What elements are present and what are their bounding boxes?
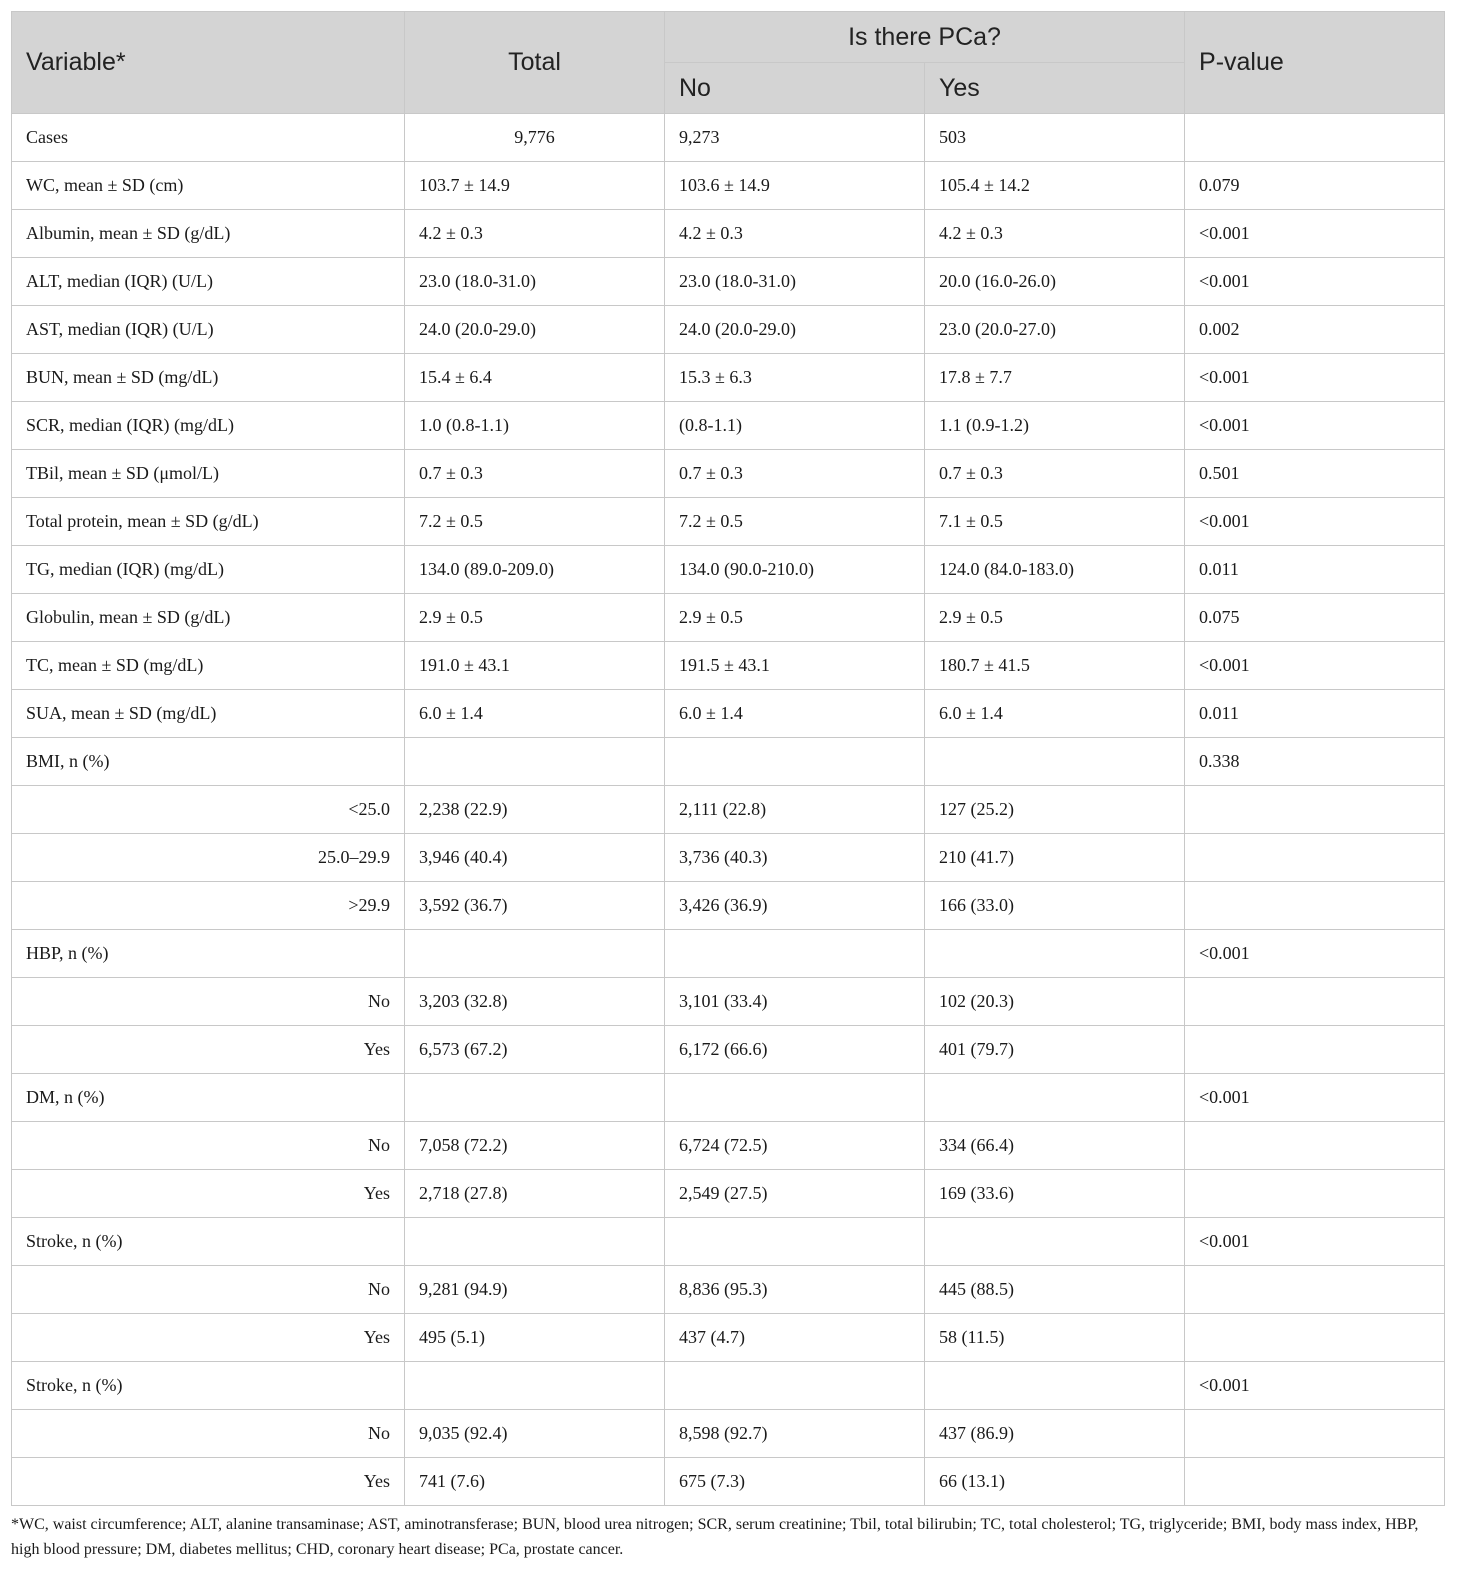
table-row <box>12 594 1445 642</box>
cell-pvalue <box>1185 1266 1445 1314</box>
cell-total: 495 (5.1) <box>405 1314 665 1362</box>
cell-pvalue <box>1185 882 1445 930</box>
cell-pca-yes <box>925 738 1185 786</box>
cell-pvalue: <0.001 <box>1185 1218 1445 1266</box>
table-footnote: *WC, waist circumference; ALT, alanine transaminase; AST, aminotransferase; BUN, blood urea nitrogen; SCR, serum creatinine; Tbil, total bilirubin; TC, total cholesterol; TG, triglyceride; BMI, body mass index, HBP, high blood pressure; DM, diabetes mellitus; CHD, coronary heart disease; PCa, prostate cancer. <box>11 1516 1419 1558</box>
cell-variable: BMI, n (%) <box>12 738 405 786</box>
cell-pvalue <box>1185 978 1445 1026</box>
cell-variable: <25.0 <box>12 786 405 834</box>
cell-pvalue: 0.501 <box>1185 450 1445 498</box>
cell-pvalue <box>1185 1458 1445 1506</box>
table-row <box>12 1410 1445 1458</box>
cell-total: 2.9 ± 0.5 <box>405 594 665 642</box>
cell-total: 103.7 ± 14.9 <box>405 162 665 210</box>
cell-variable: BUN, mean ± SD (mg/dL) <box>12 354 405 402</box>
table-row <box>12 1458 1445 1506</box>
table-row <box>12 642 1445 690</box>
cell-variable: No <box>12 978 405 1026</box>
table-row <box>12 1314 1445 1362</box>
cell-variable: Stroke, n (%) <box>12 1218 405 1266</box>
cell-total: 4.2 ± 0.3 <box>405 210 665 258</box>
cell-pca-yes: 66 (13.1) <box>925 1458 1185 1506</box>
cell-total: 9,035 (92.4) <box>405 1410 665 1458</box>
cell-pca-yes: 2.9 ± 0.5 <box>925 594 1185 642</box>
cell-pca-no: 2.9 ± 0.5 <box>665 594 925 642</box>
cell-pca-no: 15.3 ± 6.3 <box>665 354 925 402</box>
cell-pca-yes: 1.1 (0.9-1.2) <box>925 402 1185 450</box>
cell-pvalue: <0.001 <box>1185 354 1445 402</box>
cell-total <box>405 1074 665 1122</box>
cell-pvalue <box>1185 114 1445 162</box>
cell-pca-yes: 180.7 ± 41.5 <box>925 642 1185 690</box>
cell-total: 7.2 ± 0.5 <box>405 498 665 546</box>
cell-pvalue: 0.079 <box>1185 162 1445 210</box>
table-row <box>12 1074 1445 1122</box>
table-row <box>12 1362 1445 1410</box>
header-total: Total <box>405 12 665 114</box>
cell-pca-no: 7.2 ± 0.5 <box>665 498 925 546</box>
cell-pca-yes <box>925 1218 1185 1266</box>
cell-total: 134.0 (89.0-209.0) <box>405 546 665 594</box>
cell-pca-yes: 169 (33.6) <box>925 1170 1185 1218</box>
cell-total <box>405 930 665 978</box>
cell-pvalue <box>1185 1170 1445 1218</box>
cell-pca-yes: 23.0 (20.0-27.0) <box>925 306 1185 354</box>
cell-pca-no <box>665 1362 925 1410</box>
cell-pvalue: <0.001 <box>1185 498 1445 546</box>
table-row <box>12 882 1445 930</box>
cell-pca-yes: 445 (88.5) <box>925 1266 1185 1314</box>
cell-variable: Yes <box>12 1458 405 1506</box>
table-row <box>12 1170 1445 1218</box>
cell-total: 2,238 (22.9) <box>405 786 665 834</box>
table-body <box>12 114 1445 1506</box>
cell-variable: 25.0–29.9 <box>12 834 405 882</box>
cell-variable: SCR, median (IQR) (mg/dL) <box>12 402 405 450</box>
cell-pca-no: 6.0 ± 1.4 <box>665 690 925 738</box>
cell-variable: DM, n (%) <box>12 1074 405 1122</box>
cell-total: 2,718 (27.8) <box>405 1170 665 1218</box>
table-row <box>12 930 1445 978</box>
cell-variable: AST, median (IQR) (U/L) <box>12 306 405 354</box>
cell-pca-yes: 210 (41.7) <box>925 834 1185 882</box>
cell-pca-no: 8,598 (92.7) <box>665 1410 925 1458</box>
cell-variable: HBP, n (%) <box>12 930 405 978</box>
table-row <box>12 258 1445 306</box>
cell-pca-no: 4.2 ± 0.3 <box>665 210 925 258</box>
cell-total: 741 (7.6) <box>405 1458 665 1506</box>
table-row <box>12 786 1445 834</box>
cell-pca-no <box>665 738 925 786</box>
table-row <box>12 354 1445 402</box>
cell-total: 191.0 ± 43.1 <box>405 642 665 690</box>
cell-pvalue: 0.002 <box>1185 306 1445 354</box>
cell-pca-yes: 20.0 (16.0-26.0) <box>925 258 1185 306</box>
cell-pca-no <box>665 1074 925 1122</box>
cell-variable: No <box>12 1122 405 1170</box>
cell-total <box>405 738 665 786</box>
table-row <box>12 306 1445 354</box>
cell-pca-yes: 102 (20.3) <box>925 978 1185 1026</box>
table-row <box>12 1122 1445 1170</box>
cell-variable: ALT, median (IQR) (U/L) <box>12 258 405 306</box>
table-row <box>12 498 1445 546</box>
cell-pca-no: 134.0 (90.0-210.0) <box>665 546 925 594</box>
cell-pvalue: 0.075 <box>1185 594 1445 642</box>
cell-pca-yes: 17.8 ± 7.7 <box>925 354 1185 402</box>
cell-pvalue: <0.001 <box>1185 1074 1445 1122</box>
cell-total: 23.0 (18.0-31.0) <box>405 258 665 306</box>
cell-total: 24.0 (20.0-29.0) <box>405 306 665 354</box>
cell-pca-yes: 401 (79.7) <box>925 1026 1185 1074</box>
cell-pca-no: 103.6 ± 14.9 <box>665 162 925 210</box>
cell-variable: No <box>12 1410 405 1458</box>
cell-pca-yes: 127 (25.2) <box>925 786 1185 834</box>
cell-pca-yes: 503 <box>925 114 1185 162</box>
table-row <box>12 546 1445 594</box>
cell-variable: Globulin, mean ± SD (g/dL) <box>12 594 405 642</box>
cell-variable: >29.9 <box>12 882 405 930</box>
table-row <box>12 162 1445 210</box>
table-header <box>12 12 1445 114</box>
cell-pca-no: 6,172 (66.6) <box>665 1026 925 1074</box>
cell-variable: Cases <box>12 114 405 162</box>
cell-total: 15.4 ± 6.4 <box>405 354 665 402</box>
cell-pca-no <box>665 930 925 978</box>
cell-total: 9,281 (94.9) <box>405 1266 665 1314</box>
cell-total: 1.0 (0.8-1.1) <box>405 402 665 450</box>
cell-pca-yes: 166 (33.0) <box>925 882 1185 930</box>
table-row <box>12 738 1445 786</box>
table-row <box>12 1218 1445 1266</box>
cell-pvalue <box>1185 1314 1445 1362</box>
cell-pvalue: 0.011 <box>1185 690 1445 738</box>
cell-pvalue: 0.338 <box>1185 738 1445 786</box>
cell-pca-no: 3,101 (33.4) <box>665 978 925 1026</box>
cell-pca-yes: 58 (11.5) <box>925 1314 1185 1362</box>
cell-total: 7,058 (72.2) <box>405 1122 665 1170</box>
header-no: No <box>665 63 925 114</box>
cell-variable: No <box>12 1266 405 1314</box>
cell-pvalue <box>1185 1026 1445 1074</box>
cell-variable: Albumin, mean ± SD (g/dL) <box>12 210 405 258</box>
cell-pca-no: 191.5 ± 43.1 <box>665 642 925 690</box>
cell-pca-yes <box>925 930 1185 978</box>
cell-pca-no: 6,724 (72.5) <box>665 1122 925 1170</box>
cell-variable: TBil, mean ± SD (μmol/L) <box>12 450 405 498</box>
cell-pvalue: <0.001 <box>1185 930 1445 978</box>
table-row <box>12 834 1445 882</box>
cell-pvalue: <0.001 <box>1185 210 1445 258</box>
cell-variable: SUA, mean ± SD (mg/dL) <box>12 690 405 738</box>
table-row <box>12 1026 1445 1074</box>
cell-pca-no: 437 (4.7) <box>665 1314 925 1362</box>
cell-pvalue <box>1185 1122 1445 1170</box>
cell-variable: Yes <box>12 1314 405 1362</box>
header-variable: Variable* <box>12 12 405 114</box>
cell-pca-no: 24.0 (20.0-29.0) <box>665 306 925 354</box>
header-yes: Yes <box>925 63 1185 114</box>
cell-variable: TC, mean ± SD (mg/dL) <box>12 642 405 690</box>
cell-total <box>405 1362 665 1410</box>
cell-pvalue <box>1185 834 1445 882</box>
cell-pvalue: <0.001 <box>1185 1362 1445 1410</box>
cell-total: 3,592 (36.7) <box>405 882 665 930</box>
cell-pvalue <box>1185 1410 1445 1458</box>
cell-pca-no: 0.7 ± 0.3 <box>665 450 925 498</box>
cell-variable: Yes <box>12 1026 405 1074</box>
cell-pvalue: <0.001 <box>1185 402 1445 450</box>
cell-pca-yes: 124.0 (84.0-183.0) <box>925 546 1185 594</box>
header-group: Is there PCa? <box>665 12 1185 63</box>
cell-pca-no: (0.8-1.1) <box>665 402 925 450</box>
table-row <box>12 210 1445 258</box>
cell-pca-yes <box>925 1074 1185 1122</box>
table-row <box>12 690 1445 738</box>
cell-pca-yes: 4.2 ± 0.3 <box>925 210 1185 258</box>
cell-pca-no: 2,549 (27.5) <box>665 1170 925 1218</box>
cell-pca-no: 3,426 (36.9) <box>665 882 925 930</box>
cell-pca-no: 675 (7.3) <box>665 1458 925 1506</box>
cell-pca-yes <box>925 1362 1185 1410</box>
header-pvalue: P-value <box>1185 12 1445 114</box>
cell-pca-yes: 6.0 ± 1.4 <box>925 690 1185 738</box>
table-container <box>11 11 1444 1562</box>
cell-total: 9,776 <box>405 114 665 162</box>
cell-total: 3,946 (40.4) <box>405 834 665 882</box>
cell-total: 3,203 (32.8) <box>405 978 665 1026</box>
cell-total <box>405 1218 665 1266</box>
cell-pvalue: <0.001 <box>1185 642 1445 690</box>
cell-pvalue: <0.001 <box>1185 258 1445 306</box>
data-table <box>11 11 1445 1506</box>
table-row <box>12 1266 1445 1314</box>
cell-total: 0.7 ± 0.3 <box>405 450 665 498</box>
cell-pvalue: 0.011 <box>1185 546 1445 594</box>
table-row <box>12 114 1445 162</box>
cell-pca-yes: 7.1 ± 0.5 <box>925 498 1185 546</box>
cell-variable: Yes <box>12 1170 405 1218</box>
cell-total: 6.0 ± 1.4 <box>405 690 665 738</box>
cell-pca-yes: 437 (86.9) <box>925 1410 1185 1458</box>
cell-total: 6,573 (67.2) <box>405 1026 665 1074</box>
table-row <box>12 450 1445 498</box>
table-row <box>12 402 1445 450</box>
cell-pca-no: 8,836 (95.3) <box>665 1266 925 1314</box>
cell-pca-no: 2,111 (22.8) <box>665 786 925 834</box>
cell-pvalue <box>1185 786 1445 834</box>
cell-pca-yes: 0.7 ± 0.3 <box>925 450 1185 498</box>
cell-pca-no <box>665 1218 925 1266</box>
cell-pca-yes: 105.4 ± 14.2 <box>925 162 1185 210</box>
cell-variable: Total protein, mean ± SD (g/dL) <box>12 498 405 546</box>
cell-pca-no: 3,736 (40.3) <box>665 834 925 882</box>
cell-pca-no: 23.0 (18.0-31.0) <box>665 258 925 306</box>
table-row <box>12 978 1445 1026</box>
cell-pca-no: 9,273 <box>665 114 925 162</box>
cell-variable: WC, mean ± SD (cm) <box>12 162 405 210</box>
cell-variable: Stroke, n (%) <box>12 1362 405 1410</box>
cell-variable: TG, median (IQR) (mg/dL) <box>12 546 405 594</box>
cell-pca-yes: 334 (66.4) <box>925 1122 1185 1170</box>
